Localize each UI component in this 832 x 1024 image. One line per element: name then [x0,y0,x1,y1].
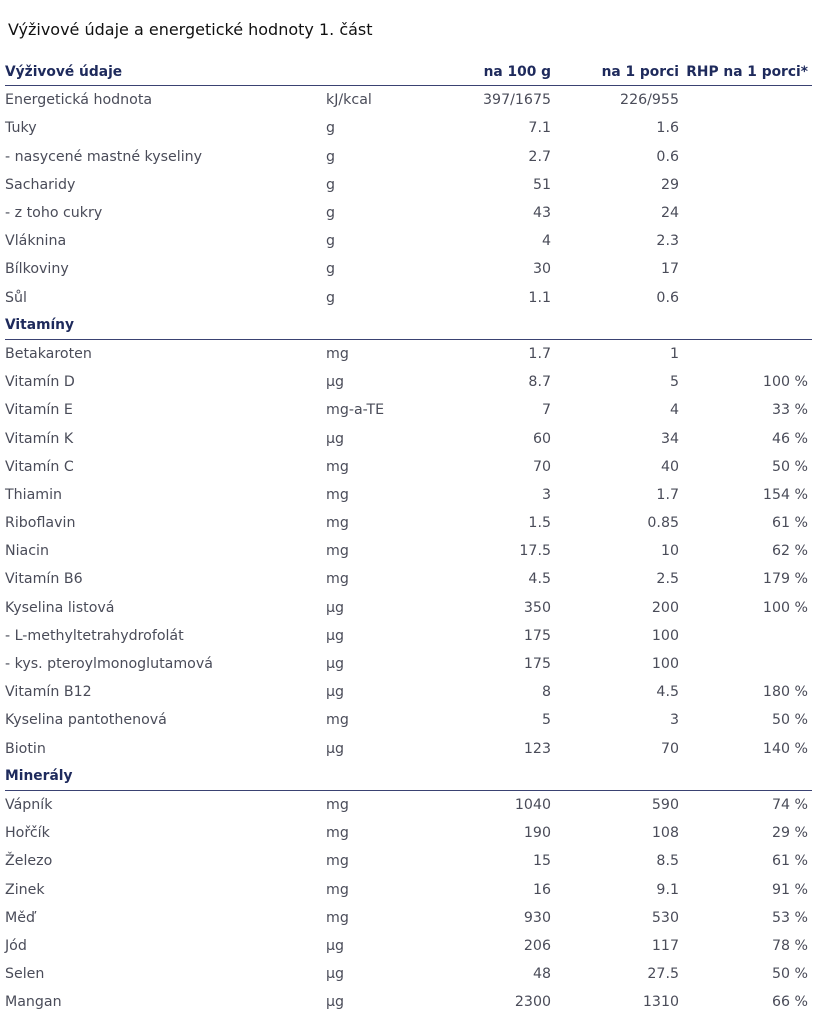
per-portion-cell: 4 [669,402,679,419]
unit-cell: g [326,233,336,250]
per-portion-cell: 8.5 [656,853,679,870]
per-100g-cell: 4.5 [528,571,551,588]
per-portion-cell: 100 [651,627,679,644]
nutrient-name: - L-methyltetrahydrofolát [5,627,184,644]
table-row [5,255,812,283]
per-100g-cell: 8.7 [528,374,551,391]
unit-cell: µg [326,966,345,983]
per-portion-cell: 29 [660,176,679,193]
rhp-cell: 50 % [771,712,808,729]
table-row [5,565,812,593]
unit-cell: mg [326,712,349,729]
nutrient-name: Riboflavin [5,515,76,532]
unit-cell: g [326,289,336,306]
per-portion-cell: 34 [660,430,679,447]
unit-cell: mg-a-TE [326,402,385,419]
per-100g-cell: 3 [541,486,551,503]
nutrient-name: Vápník [5,796,53,813]
nutrient-name: Vitamín B12 [5,684,92,701]
section-header [5,763,812,791]
nutrition-table [5,58,812,1016]
table-row [5,960,812,988]
unit-cell: mg [326,543,349,560]
rhp-cell: 66 % [771,994,808,1011]
per-100g-cell: 175 [523,656,551,673]
per-portion-cell: 10 [660,543,679,560]
rhp-cell: 61 % [771,853,808,870]
per-100g-cell: 397/1675 [483,92,551,109]
unit-cell: µg [326,937,345,954]
unit-cell: g [326,120,336,137]
per-100g-cell: 15 [532,853,551,870]
nutrient-name: Hořčík [5,825,50,842]
nutrient-name: Vitamín K [5,430,74,447]
per-portion-cell: 117 [651,937,679,954]
rhp-cell: 154 % [762,486,808,503]
per-100g-cell: 1.5 [528,515,551,532]
nutrient-name: Bílkoviny [5,261,69,278]
nutrient-name: Vitamín E [5,402,73,419]
per-100g-cell: 1040 [514,796,551,813]
per-portion-cell: 0.85 [647,515,679,532]
per-portion-cell: 9.1 [656,881,679,898]
unit-cell: µg [326,994,345,1011]
nutrient-name: Železo [5,853,53,870]
table-row [5,932,812,960]
per-100g-cell: 30 [532,261,551,278]
table-row [5,481,812,509]
table-row [5,735,812,763]
unit-cell: mg [326,458,349,475]
per-portion-cell: 2.3 [656,233,679,250]
rhp-cell: 62 % [771,543,808,560]
table-row [5,424,812,452]
nutrient-name: Betakaroten [5,345,92,362]
rhp-cell: 50 % [771,458,808,475]
table-row [5,819,812,847]
table-row [5,988,812,1016]
per-portion-cell: 1310 [642,994,679,1011]
nutrient-name: Kyselina listová [5,599,115,616]
table-row [5,847,812,875]
unit-cell: µg [326,599,345,616]
nutrient-name: - z toho cukry [5,205,103,222]
table-row [5,227,812,255]
per-portion-cell: 0.6 [656,148,679,165]
per-portion-cell: 226/955 [620,92,679,109]
unit-cell: g [326,261,336,278]
per-portion-cell: 100 [651,656,679,673]
nutrient-name: Tuky [5,120,37,137]
table-body [5,86,812,1016]
unit-cell: mg [326,345,349,362]
column-header-nutrient: Výživové údaje [5,63,123,80]
rhp-cell: 50 % [771,966,808,983]
per-portion-cell: 530 [651,909,679,926]
table-row [5,114,812,142]
per-portion-cell: 1.7 [656,486,679,503]
per-portion-cell: 40 [660,458,679,475]
table-row [5,706,812,734]
per-100g-cell: 190 [523,825,551,842]
unit-cell: mg [326,796,349,813]
rhp-cell: 74 % [771,796,808,813]
unit-cell: mg [326,486,349,503]
nutrient-name: Vláknina [5,233,67,250]
per-100g-cell: 60 [532,430,551,447]
rhp-cell: 100 % [762,599,808,616]
column-header-per-100g: na 100 g [483,63,551,80]
unit-cell: µg [326,656,345,673]
unit-cell: mg [326,909,349,926]
unit-cell: µg [326,374,345,391]
table-row [5,875,812,903]
table-header [5,58,812,86]
nutrient-name: Mangan [5,994,62,1011]
unit-cell: g [326,176,336,193]
unit-cell: g [326,148,336,165]
unit-cell: µg [326,740,345,757]
table-row [5,622,812,650]
table-row [5,171,812,199]
rhp-cell: 46 % [771,430,808,447]
per-100g-cell: 2300 [514,994,551,1011]
table-row [5,650,812,678]
rhp-cell: 140 % [762,740,808,757]
unit-cell: µg [326,684,345,701]
column-header-per-portion: na 1 porci [601,63,679,80]
per-100g-cell: 7.1 [528,120,551,137]
unit-cell: mg [326,571,349,588]
table-row [5,509,812,537]
unit-cell: kJ/kcal [326,92,372,109]
rhp-cell: 33 % [771,402,808,419]
per-portion-cell: 590 [651,796,679,813]
rhp-cell: 100 % [762,374,808,391]
per-portion-cell: 3 [669,712,679,729]
table-row [5,340,812,368]
per-portion-cell: 24 [660,205,679,222]
nutrient-name: - nasycené mastné kyseliny [5,148,203,165]
per-100g-cell: 123 [523,740,551,757]
per-portion-cell: 70 [660,740,679,757]
nutrient-name: Zinek [5,881,45,898]
nutrient-name: Sůl [5,289,27,306]
nutrient-name: Měď [5,909,35,926]
per-portion-cell: 2.5 [656,571,679,588]
unit-cell: µg [326,627,345,644]
nutrient-name: Biotin [5,740,46,757]
per-100g-cell: 930 [523,909,551,926]
rhp-cell: 179 % [762,571,808,588]
table-row [5,594,812,622]
per-portion-cell: 4.5 [656,684,679,701]
table-row [5,284,812,312]
per-portion-cell: 27.5 [647,966,679,983]
nutrient-name: Jód [5,937,27,954]
unit-cell: mg [326,881,349,898]
rhp-cell: 53 % [771,909,808,926]
per-100g-cell: 4 [541,233,551,250]
nutrient-name: Sacharidy [5,176,76,193]
page-title: Výživové údaje a energetické hodnoty 1. část [8,20,373,39]
table-row [5,453,812,481]
per-100g-cell: 43 [532,205,551,222]
nutrient-name: Selen [5,966,45,983]
per-100g-cell: 1.7 [528,345,551,362]
unit-cell: mg [326,853,349,870]
section-title: Minerály [5,768,73,785]
nutrient-name: Thiamin [5,486,63,503]
nutrient-name: Energetická hodnota [5,92,153,109]
per-100g-cell: 7 [541,402,551,419]
per-portion-cell: 1 [669,345,679,362]
per-100g-cell: 5 [541,712,551,729]
unit-cell: g [326,205,336,222]
rhp-cell: 29 % [771,825,808,842]
table-row [5,143,812,171]
unit-cell: mg [326,515,349,532]
per-portion-cell: 200 [651,599,679,616]
nutrient-name: - kys. pteroylmonoglutamová [5,656,213,673]
per-100g-cell: 2.7 [528,148,551,165]
table-row [5,368,812,396]
nutrient-name: Vitamín C [5,458,74,475]
per-100g-cell: 206 [523,937,551,954]
nutrient-name: Vitamín B6 [5,571,83,588]
rhp-cell: 78 % [771,937,808,954]
table-row [5,199,812,227]
per-100g-cell: 70 [532,458,551,475]
nutrient-name: Niacin [5,543,49,560]
per-portion-cell: 0.6 [656,289,679,306]
per-100g-cell: 16 [532,881,551,898]
table-row [5,791,812,819]
per-portion-cell: 5 [669,374,679,391]
per-100g-cell: 8 [541,684,551,701]
per-100g-cell: 51 [532,176,551,193]
nutrient-name: Vitamín D [5,374,75,391]
per-100g-cell: 350 [523,599,551,616]
per-100g-cell: 17.5 [519,543,551,560]
table-row [5,537,812,565]
rhp-cell: 180 % [762,684,808,701]
table-row [5,396,812,424]
rhp-cell: 61 % [771,515,808,532]
unit-cell: mg [326,825,349,842]
per-portion-cell: 1.6 [656,120,679,137]
per-100g-cell: 48 [532,966,551,983]
section-header [5,312,812,340]
per-100g-cell: 175 [523,627,551,644]
unit-cell: µg [326,430,345,447]
per-portion-cell: 17 [660,261,679,278]
rhp-cell: 91 % [771,881,808,898]
section-title: Vitamíny [5,317,74,334]
nutrient-name: Kyselina pantothenová [5,712,167,729]
table-row [5,678,812,706]
per-portion-cell: 108 [651,825,679,842]
table-row [5,86,812,114]
per-100g-cell: 1.1 [528,289,551,306]
column-header-rhp: RHP na 1 porci* [686,63,808,80]
table-row [5,904,812,932]
